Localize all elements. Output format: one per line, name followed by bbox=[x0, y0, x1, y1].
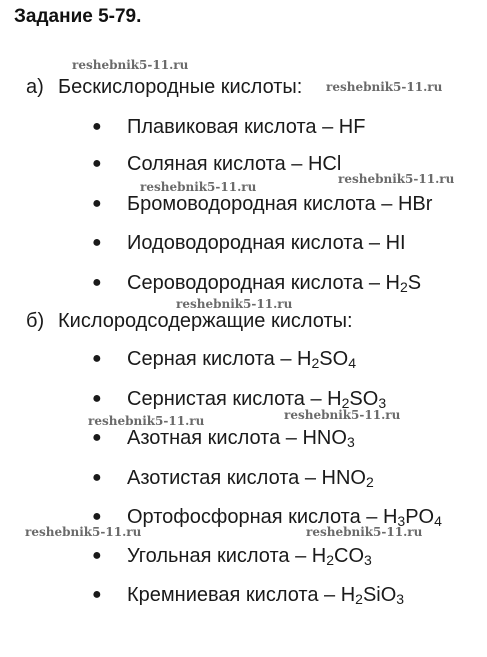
list-item bbox=[92, 116, 365, 139]
section-marker: б) bbox=[26, 310, 45, 332]
list-item bbox=[92, 193, 432, 216]
bullet-icon: ● bbox=[92, 234, 102, 251]
acid-formula: $H_2SO_4$ bbox=[297, 348, 356, 371]
acid-formula: HBr bbox=[397, 193, 433, 215]
acid-name: Кремниевая кислота – bbox=[127, 584, 341, 606]
section-b-title bbox=[26, 310, 353, 333]
watermark: reshebnik5-11.ru bbox=[284, 408, 401, 422]
watermark: reshebnik5-11.ru bbox=[25, 525, 142, 539]
acid-formula: $HNO_2$ bbox=[321, 467, 374, 490]
list-item bbox=[92, 348, 356, 371]
acid-name: Иодоводородная кислота – bbox=[127, 232, 386, 254]
bullet-icon: ● bbox=[92, 274, 102, 291]
section-title: Бескислородные кислоты: bbox=[58, 76, 303, 98]
acid-formula: $H_3PO_4$ bbox=[382, 506, 442, 529]
acid-name: Азотная кислота – bbox=[127, 427, 303, 449]
list-item bbox=[92, 467, 374, 490]
bullet-icon: ● bbox=[92, 508, 102, 525]
acid-name: Азотистая кислота – bbox=[127, 467, 322, 489]
bullet-icon: ● bbox=[92, 390, 102, 407]
bullet-icon: ● bbox=[92, 469, 102, 486]
acid-name: Сернистая кислота – bbox=[127, 388, 328, 410]
bullet-icon: ● bbox=[92, 155, 102, 172]
list-item bbox=[92, 153, 341, 176]
watermark: reshebnik5-11.ru bbox=[326, 80, 443, 94]
watermark: reshebnik5-11.ru bbox=[72, 58, 189, 72]
watermark: reshebnik5-11.ru bbox=[88, 414, 205, 428]
acid-formula: $H_2SiO_3$ bbox=[340, 584, 405, 607]
bullet-icon: ● bbox=[92, 118, 102, 135]
acid-formula: $H_2SO_3$ bbox=[327, 388, 387, 411]
section-title: Кислородсодержащие кислоты: bbox=[58, 310, 353, 332]
watermark: reshebnik5-11.ru bbox=[306, 525, 423, 539]
bullet-icon: ● bbox=[92, 350, 102, 367]
section-marker: а) bbox=[26, 76, 44, 98]
list-item bbox=[92, 427, 355, 450]
acid-formula: HCl bbox=[307, 153, 342, 175]
watermark: reshebnik5-11.ru bbox=[338, 172, 455, 186]
list-item bbox=[92, 545, 372, 568]
acid-name: Соляная кислота – bbox=[127, 153, 308, 175]
list-item bbox=[92, 232, 406, 255]
acid-name: Сероводородная кислота – bbox=[127, 272, 386, 294]
acid-name: Ортофосфорная кислота – bbox=[127, 506, 383, 528]
task-heading: Задание 5-79. bbox=[14, 6, 142, 27]
acid-formula: $HNO_3$ bbox=[302, 427, 355, 450]
acid-name: Серная кислота – bbox=[127, 348, 298, 370]
bullet-icon: ● bbox=[92, 547, 102, 564]
list-item bbox=[92, 584, 404, 607]
section-a-title bbox=[26, 76, 302, 99]
watermark: reshebnik5-11.ru bbox=[140, 180, 257, 194]
list-item bbox=[92, 272, 421, 295]
acid-name: Бромоводородная кислота – bbox=[127, 193, 398, 215]
bullet-icon: ● bbox=[92, 195, 102, 212]
acid-formula: $H_2S$ bbox=[385, 272, 422, 295]
acid-formula: HI bbox=[385, 232, 406, 254]
acid-name: Плавиковая кислота – bbox=[127, 116, 339, 138]
bullet-icon: ● bbox=[92, 586, 102, 603]
acid-formula: HF bbox=[338, 116, 366, 138]
watermark: reshebnik5-11.ru bbox=[176, 297, 293, 311]
acid-formula: $H_2CO_3$ bbox=[311, 545, 372, 568]
acid-name: Угольная кислота – bbox=[127, 545, 312, 567]
bullet-icon: ● bbox=[92, 429, 102, 446]
